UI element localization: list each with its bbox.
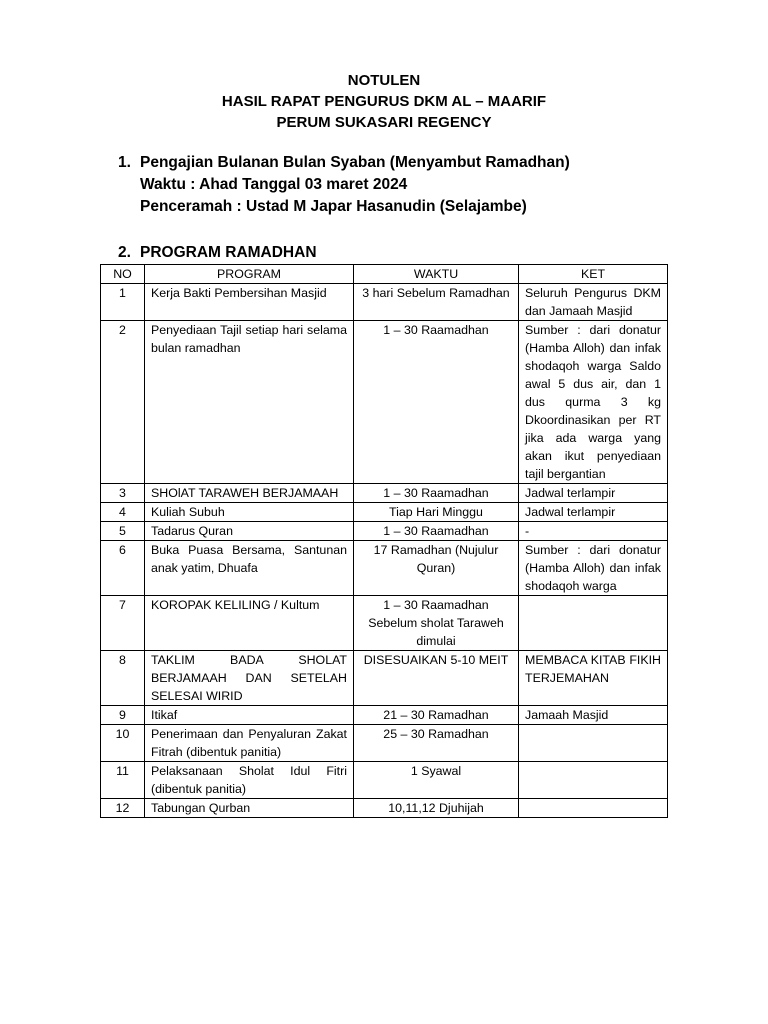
cell-ket: Sumber : dari donatur (Hamba Alloh) dan infak shodaqoh warga (519, 541, 668, 596)
header-waktu: WAKTU (354, 265, 519, 284)
table-row (101, 762, 668, 799)
section-1-speaker: Penceramah : Ustad M Japar Hasanudin (Selajambe) (140, 198, 527, 215)
cell-ket (519, 799, 668, 818)
cell-program: Tabungan Qurban (145, 799, 354, 818)
cell-no: 5 (101, 522, 145, 541)
cell-no: 3 (101, 484, 145, 503)
cell-waktu: DISESUAIKAN 5-10 MEIT (354, 651, 519, 706)
cell-waktu: 1 – 30 Raamadhan (354, 522, 519, 541)
table-row (101, 484, 668, 503)
cell-waktu: 1 Syawal (354, 762, 519, 799)
cell-ket: Jadwal terlampir (519, 484, 668, 503)
header-ket: KET (519, 265, 668, 284)
cell-ket: Jamaah Masjid (519, 706, 668, 725)
header-no: NO (101, 265, 145, 284)
cell-program: SHOlAT TARAWEH BERJAMAAH (145, 484, 354, 503)
cell-ket (519, 762, 668, 799)
cell-waktu: Tiap Hari Minggu (354, 503, 519, 522)
cell-no: 6 (101, 541, 145, 596)
table-row (101, 321, 668, 484)
table-row (101, 284, 668, 321)
table-row (101, 706, 668, 725)
cell-no: 12 (101, 799, 145, 818)
table-row (101, 725, 668, 762)
cell-no: 10 (101, 725, 145, 762)
section-1-time: Waktu : Ahad Tanggal 03 maret 2024 (140, 176, 408, 193)
cell-ket (519, 596, 668, 651)
cell-no: 1 (101, 284, 145, 321)
section-2-number: 2. (118, 244, 131, 261)
section-2-title: PROGRAM RAMADHAN (140, 244, 317, 261)
cell-ket: MEMBACA KITAB FIKIH TERJEMAHAN (519, 651, 668, 706)
cell-no: 7 (101, 596, 145, 651)
cell-waktu: 1 – 30 Raamadhan (354, 321, 519, 484)
header-title: NOTULEN (347, 72, 421, 89)
cell-waktu: 1 – 30 Raamadhan Sebelum sholat Taraweh dimulai (354, 596, 519, 651)
cell-ket: Seluruh Pengurus DKM dan Jamaah Masjid (519, 284, 668, 321)
section-1-number: 1. (118, 154, 131, 171)
cell-program: Kerja Bakti Pembersihan Masjid (145, 284, 354, 321)
header-subtitle: HASIL RAPAT PENGURUS DKM AL – MAARIF (221, 93, 547, 110)
cell-program: KOROPAK KELILING / Kultum (145, 596, 354, 651)
cell-no: 2 (101, 321, 145, 484)
cell-ket: Jadwal terlampir (519, 503, 668, 522)
cell-program: TAKLIM BADA SHOLAT BERJAMAAH DAN SETELAH SELESAI WIRID (145, 651, 354, 706)
cell-no: 4 (101, 503, 145, 522)
cell-program: Penerimaan dan Penyaluran Zakat Fitrah (dibentuk panitia) (145, 725, 354, 762)
program-table (100, 264, 668, 818)
document-header (0, 70, 768, 133)
cell-ket: - (519, 522, 668, 541)
cell-program: Kuliah Subuh (145, 503, 354, 522)
section-1-title: Pengajian Bulanan Bulan Syaban (Menyambut Ramadhan) (140, 154, 570, 171)
cell-program: Pelaksanaan Sholat Idul Fitri (dibentuk panitia) (145, 762, 354, 799)
cell-waktu: 1 – 30 Raamadhan (354, 484, 519, 503)
cell-waktu: 10,11,12 Djuhijah (354, 799, 519, 818)
header-location: PERUM SUKASARI REGENCY (276, 114, 492, 131)
cell-program: Buka Puasa Bersama, Santunan anak yatim, Dhuafa (145, 541, 354, 596)
cell-no: 9 (101, 706, 145, 725)
cell-no: 8 (101, 651, 145, 706)
cell-program: Itikaf (145, 706, 354, 725)
cell-waktu: 3 hari Sebelum Ramadhan (354, 284, 519, 321)
table-row (101, 541, 668, 596)
table-header-row (101, 265, 668, 284)
cell-program: Penyediaan Tajil setiap hari selama bulan ramadhan (145, 321, 354, 484)
cell-ket (519, 725, 668, 762)
cell-waktu: 21 – 30 Ramadhan (354, 706, 519, 725)
table-row (101, 799, 668, 818)
cell-program: Tadarus Quran (145, 522, 354, 541)
table-row (101, 503, 668, 522)
cell-no: 11 (101, 762, 145, 799)
cell-waktu: 17 Ramadhan (Nujulur Quran) (354, 541, 519, 596)
cell-waktu: 25 – 30 Ramadhan (354, 725, 519, 762)
table-row (101, 651, 668, 706)
table-row (101, 596, 668, 651)
header-program: PROGRAM (145, 265, 354, 284)
table-row (101, 522, 668, 541)
cell-ket: Sumber : dari donatur (Hamba Alloh) dan infak shodaqoh warga Saldo awal 5 dus air, dan 1 dus qurma 3 kg Dkoordinasikan per RT jika ada warga yang akan ikut penyediaan tajil bergantian (519, 321, 668, 484)
